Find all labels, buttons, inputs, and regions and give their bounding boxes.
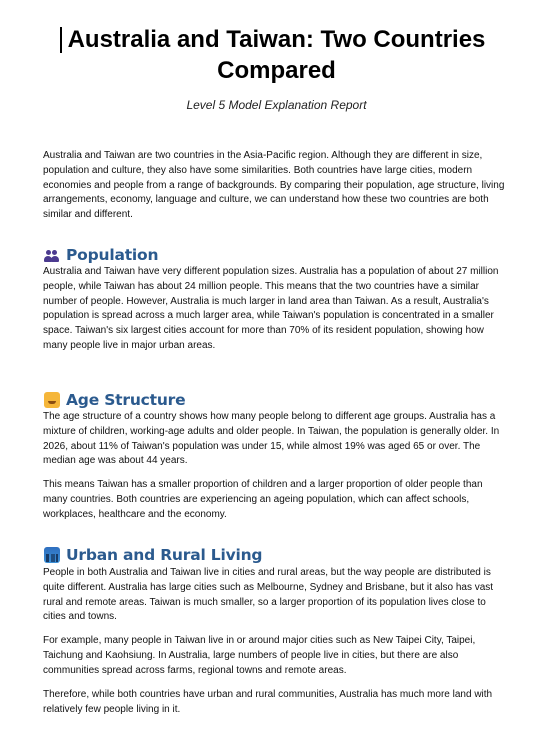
age-paragraph-2: This means Taiwan has a smaller proportion of children and a larger proportion of older people than many countries. Both countries are experiencing an ageing population, which can affect schools, workplaces, healthcare and the economy. — [43, 479, 483, 520]
page-subtitle: Level 5 Model Explanation Report — [186, 98, 367, 112]
section-heading-label: Urban and Rural Living — [66, 546, 263, 564]
section-heading-urban-rural — [44, 545, 262, 565]
intro-paragraph: Australia and Taiwan are two countries in the Asia-Pacific region. Although they are different in size, population and culture, they also have some similarities. Both countries have large cities, modern economies and people from a range of backgrounds. By comparing their population, age structure, living arrangements, economy, language and culture, we can understand how these two countries are both similar and different. — [43, 150, 505, 221]
page-title: Australia and Taiwan: Two Countries Compared — [67, 26, 486, 84]
section-heading-label: Population — [66, 246, 159, 264]
population-paragraph: Australia and Taiwan have very different population sizes. Australia has a population of about 27 million people, while Taiwan has about 24 million people. This means that the two countries have a similar number of people. However, Australia is much larger in land area than Taiwan. As a result, Australia's population is spread across a much larger area, while Taiwan's population is concentrated in a smaller space. Taiwan's six largest cities account for more than 70% of its resident population, showing how many people live in major urban areas. — [43, 266, 499, 351]
age-paragraph-1: The age structure of a country shows how many people belong to different age groups. Australia has a mixture of children, working-age adults and older people. In Taiwan, the population is generally older. In 2026, about 11% of Taiwan's population was under 15, while almost 19% was aged 65 or over. The median age was about 44 years. — [43, 411, 500, 467]
urban-paragraph-1: People in both Australia and Taiwan live in cities and rural areas, but the way people are distributed is quite different. Australia has large cities such as Melbourne, Sydney and Brisbane, but it also has vast rural and remote areas. Taiwan is much smaller, so a larger proportion of its population lives close to cities and towns. — [43, 567, 494, 623]
urban-paragraph-2: For example, many people in Taiwan live in or around major cities such as New Taipei City, Taipei, Taichung and Kaohsiung. In Australia, large numbers of people live in cities, but there are also communities spread across farms, regional towns and remote areas. — [43, 635, 476, 676]
people-icon — [44, 247, 60, 263]
section-heading-age-structure — [44, 390, 185, 410]
cityscape-icon — [44, 547, 60, 563]
section-heading-label: Age Structure — [66, 391, 186, 409]
urban-paragraph-3: Therefore, while both countries have urban and rural communities, Australia has much more land with relatively few people living in it. — [43, 689, 493, 715]
section-heading-population — [44, 245, 158, 265]
baby-icon — [44, 392, 60, 408]
